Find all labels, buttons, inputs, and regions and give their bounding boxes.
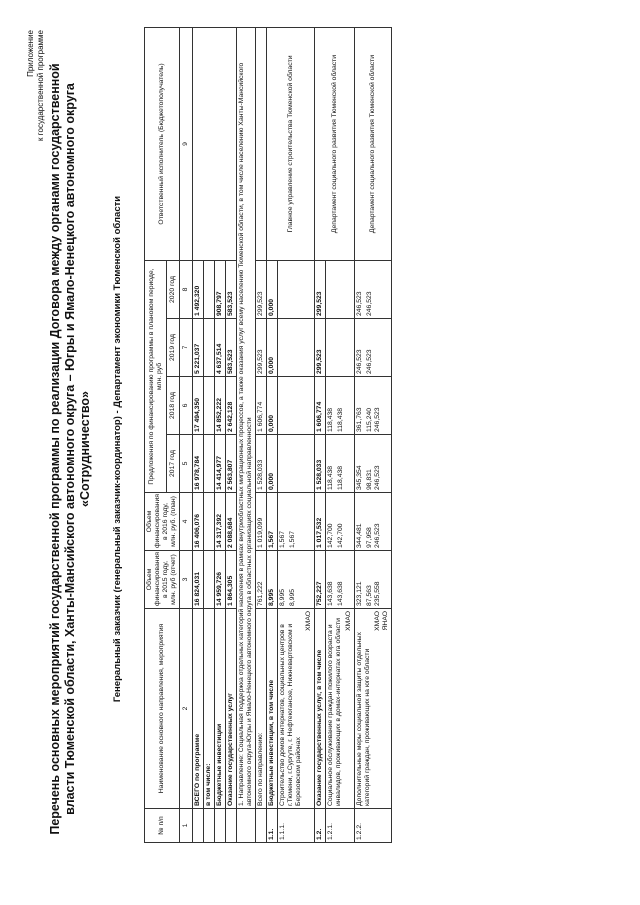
table-row: 1.2. Оказание государственных услуг, в том числе 752,227 1 017,532 1 528,033 1 606,774 299,523 299,523 Департамент социального развития Тюменской области bbox=[315, 27, 326, 842]
table-row: 1.1. Бюджетные инвестиции, в том числе 8,995 1,567 0,000 0,000 0,000 0,000 Главное управление строительства Тюменской области bbox=[267, 27, 278, 842]
program-table bbox=[144, 27, 392, 843]
column-number-row: 1 2 3 4 5 6 7 8 9 bbox=[180, 27, 193, 842]
table-row: 1.2.2. Дополнительные меры социальной защиты отдельных категорий граждан, проживающих на юге области ХМАО ЯНАО 323,121 87,563 235,558 344,481 97,958 246,523 345,354 98,831 246,523 361,763 115,240 246,523 246,523 246,523 246,523 246,523 Департамент социального развития Тюменской области bbox=[355, 27, 392, 842]
header-vol-2016: Объем финансирования в 2016 году, млн. руб. (план) bbox=[145, 493, 180, 551]
executor-social-1: Департамент социального развития Тюменской области bbox=[315, 27, 355, 260]
direction-row: 1. Направление: Социальная поддержка отдельных категорий населения в рамках внутриобластных миграционных процессов, а также оказания услуг всему населению Тюменской области, в том числе населению Ханты-Мансийского автономного округа-Югры и Ямало-Ненецкого автономного округа в областных организациях социальной направленности bbox=[237, 27, 256, 842]
header-num: № п/п bbox=[145, 809, 180, 843]
including-row: в том числе: bbox=[204, 27, 215, 842]
table-row: Всего по направлению: 761,222 1 019,099 1 528,033 1 606,774 299,523 299,523 bbox=[256, 27, 267, 842]
total-row: ВСЕГО по программе 16 824,031 16 406,076 16 978,784 17 494,350 5 221,037 1 492,320 bbox=[193, 27, 204, 842]
header-2017: 2017 год bbox=[167, 435, 180, 493]
header-2020: 2020 год bbox=[167, 260, 180, 318]
document-subtitle: Генеральный заказчик (генеральный заказчик-координатор) - Департамент экономики Тюменской области bbox=[112, 195, 123, 703]
header-proposals: Предложения по финансированию программы в плановом периоде, млн. руб bbox=[145, 260, 167, 492]
header-2019: 2019 год bbox=[167, 319, 180, 377]
state-services-row: Оказание государственных услуг 1 864,305 2 088,684 2 563,807 2 642,128 583,523 583,523 bbox=[226, 27, 237, 842]
header-row bbox=[145, 27, 167, 842]
table-row: 1.2.1. Социальное обслуживание граждан пожилого возраста и инвалидов, проживающих в домах-интернатах юга области ХМАО 143,638 143,638 142,700 142,700 118,438 118,438 118,438 118,438 bbox=[326, 27, 355, 842]
header-2018: 2018 год bbox=[167, 377, 180, 435]
header-name: Наименование основного направления, мероприятия bbox=[145, 609, 180, 809]
table-row: 1.1.1. Строительство домов интернатов, социальных центров в г.Тюмени, г.Сургуте, г. Нефтеюганске, Нижневартовском и Березовском районах ХМАО 8,995 8,995 1,567 1,567 bbox=[278, 27, 315, 842]
budget-investments-row: Бюджетные инвестиции 14 959,726 14 317,392 14 414,977 14 852,222 4 637,514 908,797 bbox=[215, 27, 226, 842]
document-title: Перечень основных мероприятий государственной программы по реализации Договора между органами государственной власти Тюменской области, Ханты-Мансийского автономного округа – Югры и Ямало-Ненецкого автономного округа «Сотрудничество» bbox=[48, 63, 92, 835]
header-vol-2015: Объем финансирования в 2015 году, млн. руб (отчет) bbox=[145, 551, 180, 609]
executor-social-2: Департамент социального развития Тюменской области bbox=[355, 27, 392, 260]
header-executor: Ответственный исполнитель (Бюджетополучатель) bbox=[145, 27, 180, 260]
appendix-note: Приложение к государственной программе bbox=[26, 30, 45, 141]
executor-construction: Главное управление строительства Тюменской области bbox=[267, 27, 315, 260]
